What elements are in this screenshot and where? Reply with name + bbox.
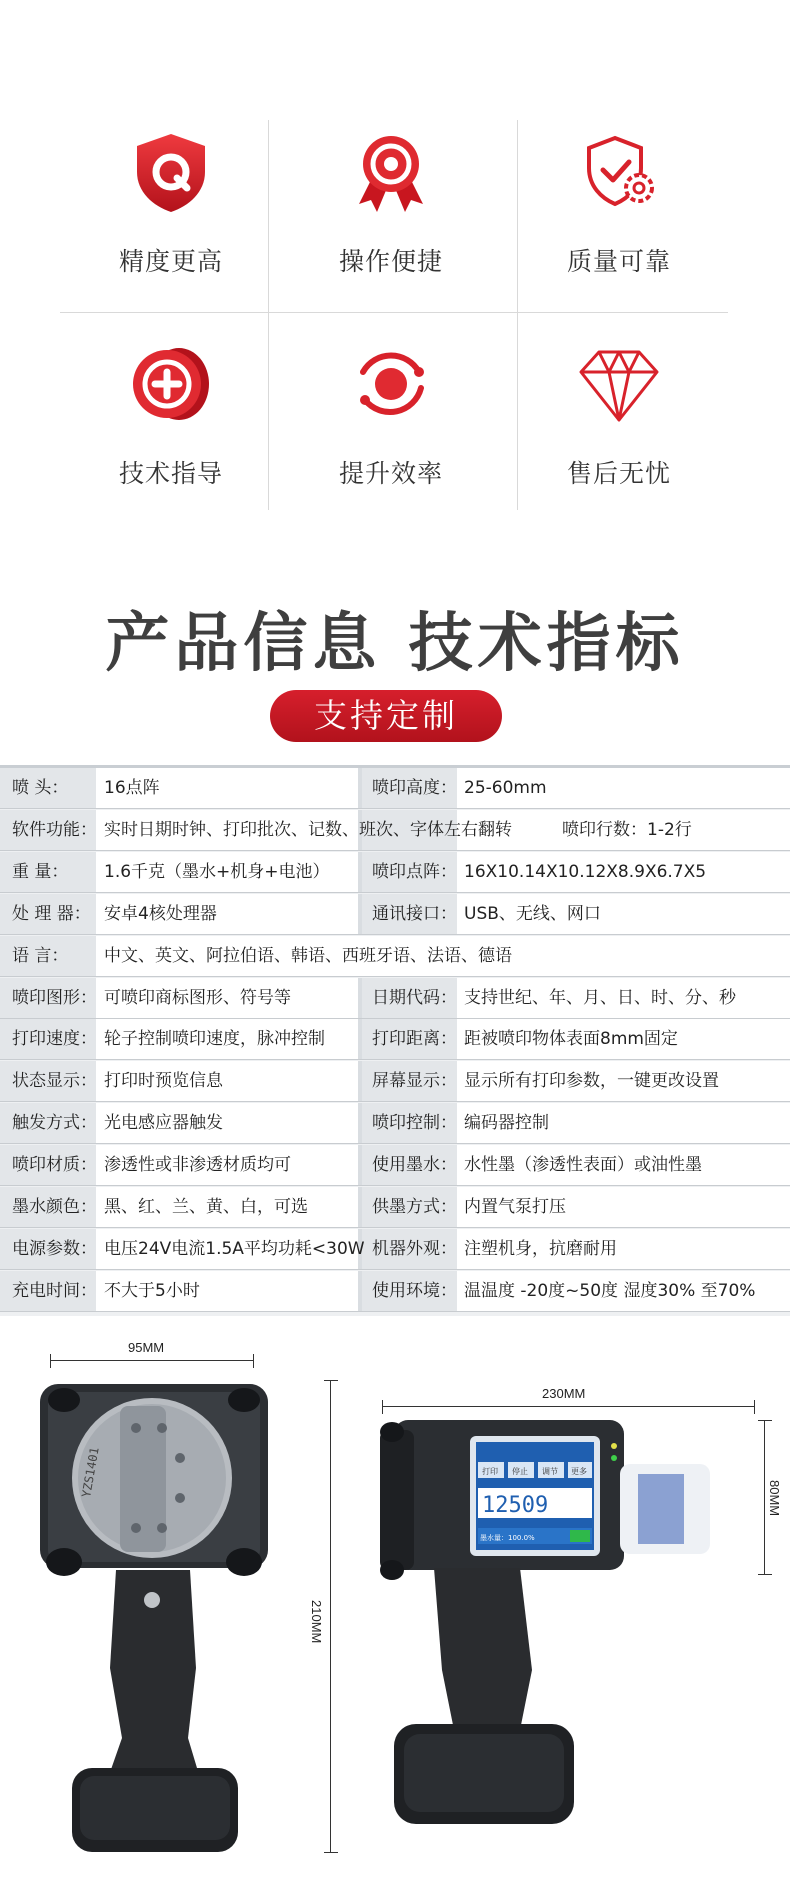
section-heading: 产品信息 技术指标	[105, 607, 685, 681]
spec-key: 充电时间：	[12, 1280, 97, 1301]
spec-table	[0, 765, 790, 1316]
spec-value: 内置气泵打压	[464, 1197, 566, 1217]
dimension-tick	[324, 1852, 338, 1853]
spec-row	[0, 1019, 790, 1060]
shield-q-icon	[129, 130, 213, 214]
feature-label: 质量可靠	[566, 247, 671, 276]
spec-key: 打印距离：	[372, 1029, 457, 1050]
spec-row	[0, 768, 790, 809]
spec-value: 打印时预览信息	[104, 1071, 223, 1092]
spec-value: 支持世纪、年、月、日、时、分、秒	[464, 987, 736, 1008]
award-ribbon-icon	[349, 130, 433, 214]
screen-button-label: 打印	[482, 1467, 498, 1476]
spec-row	[0, 1061, 790, 1102]
feature-grid	[60, 120, 728, 510]
spec-key: 供墨方式：	[372, 1197, 457, 1217]
spec-key: 使用环境：	[372, 1280, 457, 1301]
dimension-tick	[754, 1400, 755, 1414]
spec-key: 机器外观：	[372, 1238, 457, 1259]
custom-badge: 支持定制	[270, 690, 502, 742]
spec-value: 显示所有打印参数，一键更改设置	[464, 1071, 719, 1092]
height-dimension-label: 210MM	[309, 1600, 324, 1644]
spec-key: 打印速度：	[12, 1029, 97, 1050]
spec-value: 电压24V电流1.5A平均功耗<30W	[104, 1238, 365, 1259]
screen-button-label: 更多	[571, 1467, 587, 1476]
spec-value: 安卓4核处理器	[104, 903, 217, 924]
spec-value: 可喷印商标图形、符号等	[104, 987, 291, 1008]
spec-value: 编码器控制	[464, 1113, 549, 1134]
spec-value: 注塑机身，抗磨耐用	[464, 1238, 617, 1259]
product-side-view	[370, 1380, 790, 1850]
spec-row	[0, 852, 790, 893]
feature-quality	[508, 120, 730, 310]
spec-value: 16点阵	[104, 778, 160, 798]
dimension-tick	[324, 1380, 338, 1381]
spec-value: 光电感应器触发	[104, 1113, 223, 1134]
spec-key: 喷印点阵：	[372, 861, 457, 882]
spec-row	[0, 1187, 790, 1228]
spec-row	[0, 978, 790, 1019]
spec-key: 语 言：	[12, 945, 69, 966]
spec-key: 日期代码：	[372, 987, 457, 1008]
shield-check-gear-icon	[577, 130, 661, 214]
spec-key: 喷印图形：	[12, 987, 97, 1008]
screen-counter: 12509	[482, 1493, 549, 1518]
printer-front-image	[30, 1338, 290, 1858]
spec-key: 喷印控制：	[372, 1113, 457, 1134]
spec-row	[0, 1103, 790, 1144]
spec-row	[0, 894, 790, 935]
dimension-line	[764, 1420, 765, 1574]
feature-label: 售后无忧	[566, 459, 671, 488]
dimension-tick	[758, 1574, 772, 1575]
printer-side-image	[370, 1380, 730, 1850]
spec-value: 黑、红、兰、黄、白，可选	[104, 1197, 308, 1217]
spec-value: 轮子控制喷印速度，脉冲控制	[104, 1029, 325, 1050]
feature-label: 精度更高	[118, 247, 223, 276]
spec-row	[0, 810, 790, 851]
spec-key: 屏幕显示：	[372, 1071, 457, 1092]
spec-row	[0, 1229, 790, 1270]
length-dimension-label: 230MM	[542, 1386, 586, 1401]
feature-precision	[60, 120, 282, 310]
depth-dimension-label: 80MM	[767, 1480, 782, 1517]
spec-key: 重 量：	[12, 861, 69, 882]
divider	[60, 312, 728, 313]
spec-value: 16X10.14X10.12X8.9X6.7X5	[464, 861, 707, 882]
screen-status: 墨水量：100.0%	[480, 1534, 535, 1542]
spec-value: 喷印行数：1-2行	[562, 819, 692, 840]
spec-row	[0, 1271, 790, 1312]
dimension-tick	[758, 1420, 772, 1421]
feature-aftersales	[508, 332, 730, 522]
dimension-line	[330, 1380, 331, 1852]
width-dimension-label: 95MM	[128, 1340, 165, 1355]
spec-key: 状态显示：	[12, 1071, 97, 1092]
screen-button-label: 调节	[542, 1467, 558, 1476]
feature-ease	[280, 120, 502, 310]
diamond-icon	[577, 342, 661, 426]
feature-guidance	[60, 332, 282, 522]
feature-label: 技术指导	[118, 459, 223, 488]
spec-key: 软件功能：	[12, 819, 97, 840]
screen-button-label: 停止	[512, 1467, 528, 1476]
spec-key: 触发方式：	[12, 1113, 97, 1134]
spec-key: 处 理 器：	[12, 903, 91, 924]
nozzle-serial-text: YZS1401	[79, 1446, 102, 1499]
spec-value: 25-60mm	[464, 778, 547, 798]
target-orbit-icon	[349, 342, 433, 426]
spec-value: 1.6千克（墨水+机身+电池）	[104, 861, 330, 882]
medical-cross-coin-icon	[129, 342, 213, 426]
spec-key: 使用墨水：	[372, 1155, 457, 1176]
spec-value: 温温度 -20度~50度 湿度30% 至70%	[464, 1280, 756, 1301]
spec-key: 电源参数：	[12, 1238, 97, 1259]
feature-label: 操作便捷	[338, 247, 443, 276]
spec-value: 实时日期时钟、打印批次、记数、班次、字体左右翻转	[104, 819, 512, 840]
spec-row	[0, 1145, 790, 1186]
spec-value: 距被喷印物体表面8mm固定	[464, 1029, 678, 1050]
spec-value: 水性墨（渗透性表面）或油性墨	[464, 1155, 702, 1176]
spec-value: 不大于5小时	[104, 1280, 200, 1301]
spec-key: 喷印高度：	[372, 778, 457, 798]
spec-value: 中文、英文、阿拉伯语、韩语、西班牙语、法语、德语	[104, 945, 512, 966]
spec-key: 喷印材质：	[12, 1155, 97, 1176]
spec-value: 渗透性或非渗透材质均可	[104, 1155, 291, 1176]
spec-row	[0, 936, 790, 977]
spec-value: USB、无线、网口	[464, 903, 601, 924]
feature-label: 提升效率	[338, 459, 443, 488]
spec-key: 墨水颜色：	[12, 1197, 97, 1217]
feature-efficiency	[280, 332, 502, 522]
spec-key: 喷 头：	[12, 778, 69, 798]
product-front-view	[30, 1338, 340, 1858]
spec-key: 通讯接口：	[372, 903, 457, 924]
